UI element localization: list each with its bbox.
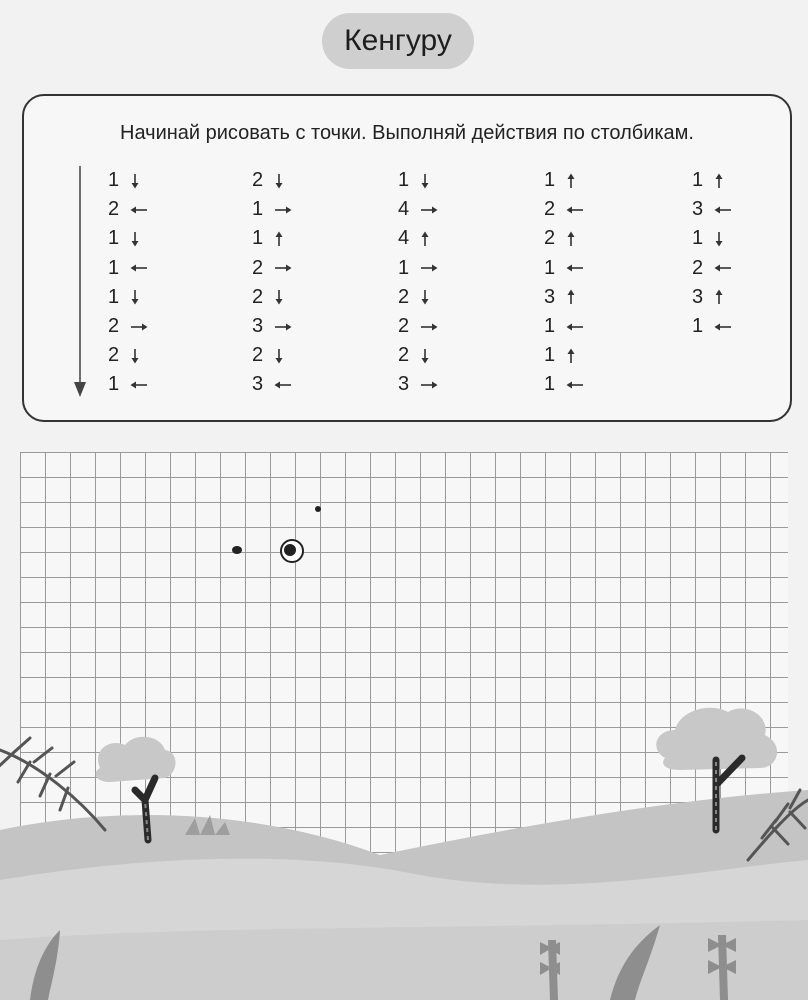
arrow-down-icon xyxy=(274,289,284,305)
step-count: 2 xyxy=(398,315,410,338)
step-item xyxy=(398,312,438,341)
step-item xyxy=(398,370,438,399)
step-count: 1 xyxy=(108,256,120,279)
step-item xyxy=(544,370,584,399)
steps-column-2 xyxy=(252,166,292,400)
step-count: 2 xyxy=(252,169,264,192)
page-title xyxy=(322,13,474,69)
arrow-left-icon xyxy=(566,322,584,332)
arrow-down-icon xyxy=(420,173,430,189)
arrow-up-icon xyxy=(274,231,284,247)
step-item xyxy=(252,283,292,312)
arrow-up-icon xyxy=(566,173,576,189)
step-item xyxy=(544,195,584,224)
step-count: 1 xyxy=(108,227,120,250)
steps-column-3 xyxy=(398,166,438,400)
step-item xyxy=(692,283,732,312)
step-item xyxy=(108,254,148,283)
step-count: 1 xyxy=(692,169,704,192)
step-item xyxy=(692,312,732,341)
step-count: 1 xyxy=(544,373,556,396)
step-item xyxy=(108,370,148,399)
arrow-right-icon xyxy=(130,322,148,332)
step-item xyxy=(108,195,148,224)
step-count: 2 xyxy=(108,315,120,338)
step-item xyxy=(544,166,584,195)
arrow-up-icon xyxy=(566,231,576,247)
step-item xyxy=(398,224,438,253)
step-item xyxy=(108,341,148,370)
start-dot xyxy=(314,500,322,518)
steps-column-4 xyxy=(544,166,584,400)
instructions-panel xyxy=(22,94,792,422)
step-item xyxy=(398,166,438,195)
arrow-right-icon xyxy=(420,263,438,273)
step-count: 1 xyxy=(544,344,556,367)
arrow-down-icon xyxy=(714,231,724,247)
step-count: 1 xyxy=(398,169,410,192)
step-item xyxy=(252,370,292,399)
arrow-up-icon xyxy=(714,289,724,305)
step-item xyxy=(544,254,584,283)
arrow-right-icon xyxy=(420,205,438,215)
landscape-illustration xyxy=(0,690,808,1000)
step-count: 2 xyxy=(692,256,704,279)
arrow-down-icon xyxy=(420,348,430,364)
step-item xyxy=(398,195,438,224)
step-count: 1 xyxy=(108,285,120,308)
arrow-left-icon xyxy=(714,322,732,332)
step-count: 3 xyxy=(252,315,264,338)
arrow-left-icon xyxy=(130,380,148,390)
step-count: 2 xyxy=(398,344,410,367)
kangaroo-eye-icon xyxy=(279,538,305,569)
arrow-left-icon xyxy=(714,205,732,215)
arrow-down-icon xyxy=(130,348,140,364)
arrow-left-icon xyxy=(274,380,292,390)
step-item xyxy=(108,166,148,195)
arrow-left-icon xyxy=(566,380,584,390)
kangaroo-nose-dot xyxy=(231,542,243,560)
page-title-text: Кенгуру xyxy=(344,24,452,57)
step-count: 1 xyxy=(544,256,556,279)
step-item xyxy=(692,166,732,195)
step-item xyxy=(252,341,292,370)
step-count: 4 xyxy=(398,198,410,221)
step-item xyxy=(398,254,438,283)
step-item xyxy=(108,224,148,253)
step-item xyxy=(252,195,292,224)
arrow-up-icon xyxy=(566,289,576,305)
step-count: 1 xyxy=(252,198,264,221)
step-count: 1 xyxy=(108,373,120,396)
column-direction-arrow-icon xyxy=(72,166,88,398)
step-item xyxy=(544,283,584,312)
step-item xyxy=(108,283,148,312)
arrow-right-icon xyxy=(274,263,292,273)
arrow-left-icon xyxy=(566,263,584,273)
step-count: 4 xyxy=(398,227,410,250)
arrow-down-icon xyxy=(274,173,284,189)
arrow-up-icon xyxy=(566,348,576,364)
step-count: 1 xyxy=(252,227,264,250)
step-item xyxy=(692,224,732,253)
arrow-down-icon xyxy=(130,231,140,247)
step-count: 1 xyxy=(544,169,556,192)
step-count: 1 xyxy=(108,169,120,192)
step-item xyxy=(692,195,732,224)
step-item xyxy=(544,341,584,370)
left-fern xyxy=(0,738,105,830)
step-count: 1 xyxy=(398,256,410,279)
arrow-right-icon xyxy=(274,322,292,332)
step-count: 2 xyxy=(252,256,264,279)
step-count: 2 xyxy=(398,285,410,308)
arrow-down-icon xyxy=(130,289,140,305)
step-item xyxy=(398,283,438,312)
steps-column-1 xyxy=(108,166,148,400)
arrow-up-icon xyxy=(420,231,430,247)
step-item xyxy=(252,312,292,341)
arrow-right-icon xyxy=(274,205,292,215)
step-count: 3 xyxy=(398,373,410,396)
step-count: 2 xyxy=(108,198,120,221)
step-count: 2 xyxy=(252,285,264,308)
step-item xyxy=(692,254,732,283)
step-count: 1 xyxy=(544,315,556,338)
step-count: 3 xyxy=(692,198,704,221)
arrow-up-icon xyxy=(714,173,724,189)
step-count: 3 xyxy=(544,285,556,308)
arrow-right-icon xyxy=(420,322,438,332)
step-item xyxy=(108,312,148,341)
step-item xyxy=(398,341,438,370)
step-count: 2 xyxy=(252,344,264,367)
instruction-text: Начинай рисовать с точки. Выполняй действия по столбикам. xyxy=(120,122,694,144)
step-count: 2 xyxy=(108,344,120,367)
arrow-down-icon xyxy=(130,173,140,189)
step-item xyxy=(252,224,292,253)
step-item xyxy=(252,254,292,283)
steps-column-5 xyxy=(692,166,732,341)
step-count: 3 xyxy=(692,285,704,308)
arrow-right-icon xyxy=(420,380,438,390)
arrow-left-icon xyxy=(714,263,732,273)
arrow-left-icon xyxy=(566,205,584,215)
step-count: 3 xyxy=(252,373,264,396)
step-count: 1 xyxy=(692,315,704,338)
step-item xyxy=(544,224,584,253)
step-item xyxy=(544,312,584,341)
arrow-left-icon xyxy=(130,263,148,273)
step-count: 2 xyxy=(544,198,556,221)
arrow-down-icon xyxy=(420,289,430,305)
step-count: 2 xyxy=(544,227,556,250)
step-count: 1 xyxy=(692,227,704,250)
arrow-left-icon xyxy=(130,205,148,215)
step-item xyxy=(252,166,292,195)
arrow-down-icon xyxy=(274,348,284,364)
